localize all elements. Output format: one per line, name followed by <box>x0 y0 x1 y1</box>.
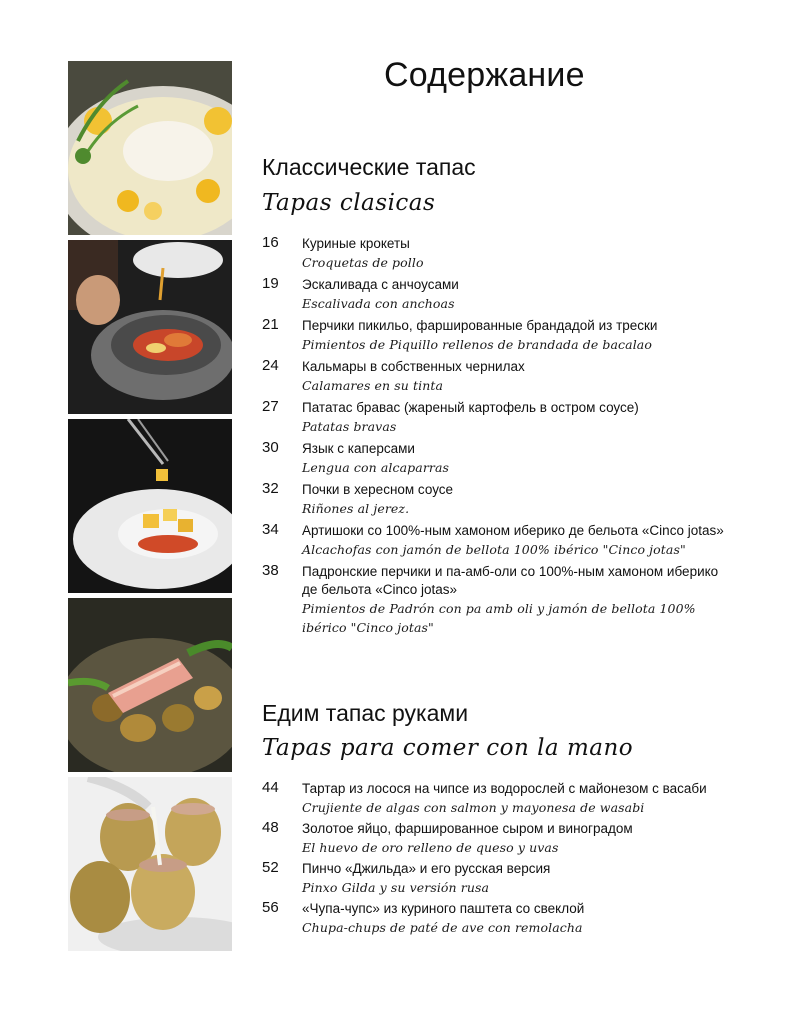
page-number: 21 <box>262 316 279 333</box>
section-title-ru: Классические тапас <box>262 154 476 180</box>
toc-entry[interactable] <box>262 235 732 272</box>
page-number: 27 <box>262 398 279 415</box>
entry-title-ru: Перчики пикильо, фаршированные брандадой из трески <box>302 318 658 333</box>
page-number: 38 <box>262 562 279 579</box>
page-number: 30 <box>262 439 279 456</box>
entry-title-es: Escalivada con anchoas <box>302 296 455 311</box>
entry-title-ru: Куриные крокеты <box>302 236 410 251</box>
entry-title-ru: Пататас бравас (жареный картофель в остром соусе) <box>302 400 639 415</box>
entry-title-ru: Падронские перчики и па-амб-оли со 100%-ным хамоном иберико де бельота «Cinco jotas» <box>302 564 719 597</box>
jamon-peppers-photo <box>68 598 232 772</box>
entry-title-ru: Почки в хересном соусе <box>302 482 454 497</box>
toc-entry[interactable] <box>262 317 732 354</box>
entry-title-ru: Тартар из лосося на чипсе из водорослей с майонезом с васаби <box>302 781 707 796</box>
page-number: 24 <box>262 357 279 374</box>
photo-column <box>68 61 232 956</box>
toc-entry[interactable] <box>262 522 732 559</box>
page-number: 44 <box>262 779 279 796</box>
page-number: 52 <box>262 859 279 876</box>
page-number: 56 <box>262 899 279 916</box>
entry-title-es: Riñones al jerez. <box>302 501 410 516</box>
entry-title-es: Alcachofas con jamón de bellota 100% ibérico "Cinco jotas" <box>302 542 686 557</box>
entry-title-ru: «Чупа-чупс» из куриного паштета со свеклой <box>302 901 585 916</box>
page-number: 34 <box>262 521 279 538</box>
entry-title-ru: Кальмары в собственных чернилах <box>302 359 525 374</box>
entry-title-ru: Золотое яйцо, фаршированное сыром и виноградом <box>302 821 633 836</box>
entry-title-es: Pimientos de Piquillo rellenos de brandada de bacalao <box>302 337 652 352</box>
entry-title-es: Lengua con alcaparras <box>302 460 450 475</box>
entry-title-ru: Эскаливада с анчоусами <box>302 277 459 292</box>
toc-entry[interactable] <box>262 440 732 477</box>
page-title: Содержание <box>384 56 585 94</box>
fish-dish-photo <box>68 61 232 235</box>
entry-title-es: Chupa-chups de paté de ave con remolacha <box>302 920 583 935</box>
toc-entry[interactable] <box>262 900 732 937</box>
entry-title-es: Pinxo Gilda y su versión rusa <box>302 880 490 895</box>
mortar-dish-photo <box>68 240 232 414</box>
entry-title-es: Croquetas de pollo <box>302 255 424 270</box>
entry-title-ru: Артишоки со 100%-ным хамоном иберико де бельота «Cinco jotas» <box>302 523 724 538</box>
golden-eggs-photo <box>68 777 232 951</box>
potatoes-dish-photo <box>68 419 232 593</box>
entry-title-es: Patatas bravas <box>302 419 397 434</box>
toc-entry[interactable] <box>262 860 732 897</box>
page-number: 48 <box>262 819 279 836</box>
toc-list <box>262 235 732 641</box>
toc-entry[interactable] <box>262 481 732 518</box>
toc-list <box>262 780 732 940</box>
entry-title-ru: Язык с каперсами <box>302 441 415 456</box>
toc-entry[interactable] <box>262 820 732 857</box>
toc-entry[interactable] <box>262 399 732 436</box>
page-number: 16 <box>262 234 279 251</box>
section-title-es: Tapas clasicas <box>262 190 436 216</box>
entry-title-es: Crujiente de algas con salmon y mayonesa de wasabi <box>302 800 645 815</box>
page-number: 32 <box>262 480 279 497</box>
section-title-ru: Едим тапас руками <box>262 700 469 726</box>
entry-title-es: El huevo de oro relleno de queso y uvas <box>302 840 559 855</box>
toc-entry[interactable] <box>262 563 732 637</box>
toc-entry[interactable] <box>262 276 732 313</box>
section-title-es: Tapas para comer con la mano <box>262 735 634 761</box>
toc-entry[interactable] <box>262 358 732 395</box>
entry-title-es: Calamares en su tinta <box>302 378 444 393</box>
page-number: 19 <box>262 275 279 292</box>
entry-title-ru: Пинчо «Джильда» и его русская версия <box>302 861 551 876</box>
toc-entry[interactable] <box>262 780 732 817</box>
entry-title-es: Pimientos de Padrón con pa amb oli y jamón de bellota 100% ibérico "Cinco jotas" <box>302 601 696 635</box>
